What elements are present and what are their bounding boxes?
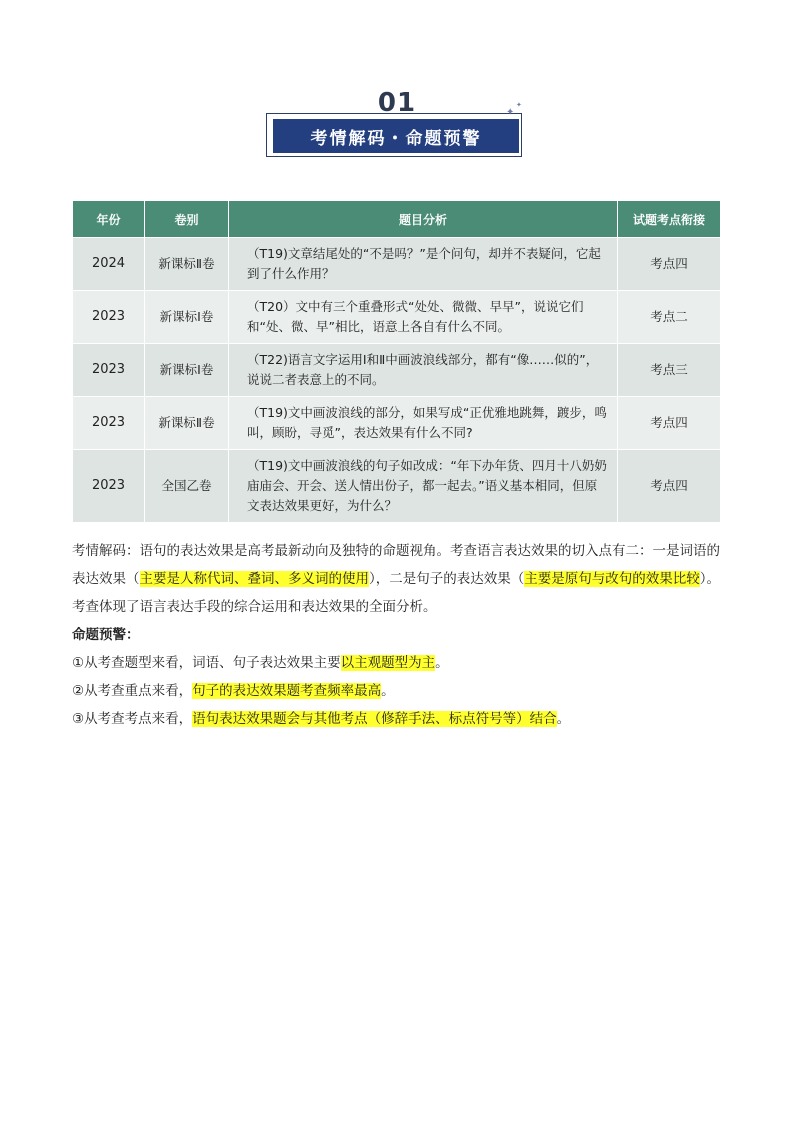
cell-year: 2023 xyxy=(73,291,145,344)
table-row xyxy=(73,238,721,291)
cell-year: 2023 xyxy=(73,450,145,523)
sparkle-icon: ✦ xyxy=(506,107,515,118)
item-text: ①从考查题型来看，词语、句子表达效果主要 xyxy=(72,655,341,671)
item-end: 。 xyxy=(381,683,395,699)
cell-point: 考点三 xyxy=(618,344,721,397)
decode-paragraph xyxy=(72,537,722,621)
highlight-text: 主要是人称代词、叠词、多义词的使用 xyxy=(139,571,369,587)
cell-point: 考点四 xyxy=(618,397,721,450)
table-row xyxy=(73,344,721,397)
notes-section xyxy=(72,537,722,733)
column-header-point: 试题考点衔接 xyxy=(618,201,721,238)
exam-table xyxy=(72,200,721,523)
banner-title: 考情解码・命题预警 xyxy=(273,119,519,153)
item-end: 。 xyxy=(435,655,449,671)
cell-point: 考点四 xyxy=(618,238,721,291)
cell-point: 考点二 xyxy=(618,291,721,344)
highlight-text: 语句表达效果题会与其他考点（修辞手法、标点符号等）结合 xyxy=(192,711,557,727)
section-number: 01 xyxy=(377,88,417,118)
decode-label: 考情解码： xyxy=(72,543,140,559)
cell-analysis: （T19)文中画波浪线的句子如改成：“年下办年货、四月十八奶奶庙庙会、开会、送人情出份子，都一起去。”语义基本相同，但原文表达效果更好，为什么？ xyxy=(229,450,618,523)
column-header-volume: 卷别 xyxy=(145,201,229,238)
highlight-text: 主要是原句与改句的效果比较 xyxy=(524,571,700,587)
cell-volume: 新课标Ⅱ卷 xyxy=(145,397,229,450)
highlight-text: 句子的表达效果题考查频率最高 xyxy=(192,683,382,699)
warning-label: 命题预警： xyxy=(72,627,140,643)
decode-text: ）。考查体现了语言表达手段的综合运用和表达效果的全面分析。 xyxy=(72,571,720,615)
sparkle-small-icon: ✦ xyxy=(516,101,522,109)
cell-volume: 新课标Ⅰ卷 xyxy=(145,344,229,397)
table-row xyxy=(73,291,721,344)
column-header-year: 年份 xyxy=(73,201,145,238)
decode-text: 语句的表达效果是高考最新动向及独特的命题视角。考查语言表达效果的切入点有二：一是词语的表达效果（ xyxy=(72,543,720,587)
cell-volume: 新课标Ⅱ卷 xyxy=(145,238,229,291)
item-end: 。 xyxy=(556,711,571,727)
cell-year: 2023 xyxy=(73,397,145,450)
cell-analysis: （T19)文中画波浪线的部分，如果写成“正优雅地跳舞，踱步，鸣叫，顾盼，寻觅”，表达效果有什么不同? xyxy=(229,397,618,450)
cell-point: 考点四 xyxy=(618,450,721,523)
table-header-row xyxy=(73,201,721,238)
item-text: ②从考查重点来看， xyxy=(72,683,193,699)
decode-text: ），二是句子的表达效果（ xyxy=(369,571,525,587)
table-row xyxy=(73,450,721,523)
column-header-analysis: 题目分析 xyxy=(229,201,618,238)
warning-item-3 xyxy=(72,705,722,733)
cell-year: 2024 xyxy=(73,238,145,291)
cell-analysis: （T19)文章结尾处的“不是吗？”是个问句，却并不表疑问，它起到了什么作用？ xyxy=(229,238,618,291)
item-text: ③从考查考点来看， xyxy=(72,711,193,727)
cell-volume: 全国乙卷 xyxy=(145,450,229,523)
warning-item-1 xyxy=(72,649,722,677)
cell-analysis: （T22)语言文字运用Ⅰ和Ⅱ中画波浪线部分，都有“像……似的”，说说二者表意上的不同。 xyxy=(229,344,618,397)
table-row xyxy=(73,397,721,450)
cell-analysis: （T20）文中有三个重叠形式“处处、微微、早早”，说说它们和“处、微、早”相比，语意上各自有什么不同。 xyxy=(229,291,618,344)
warning-item-2 xyxy=(72,677,722,705)
highlight-text: 以主观题型为主 xyxy=(340,655,436,671)
cell-year: 2023 xyxy=(73,344,145,397)
cell-volume: 新课标Ⅰ卷 xyxy=(145,291,229,344)
